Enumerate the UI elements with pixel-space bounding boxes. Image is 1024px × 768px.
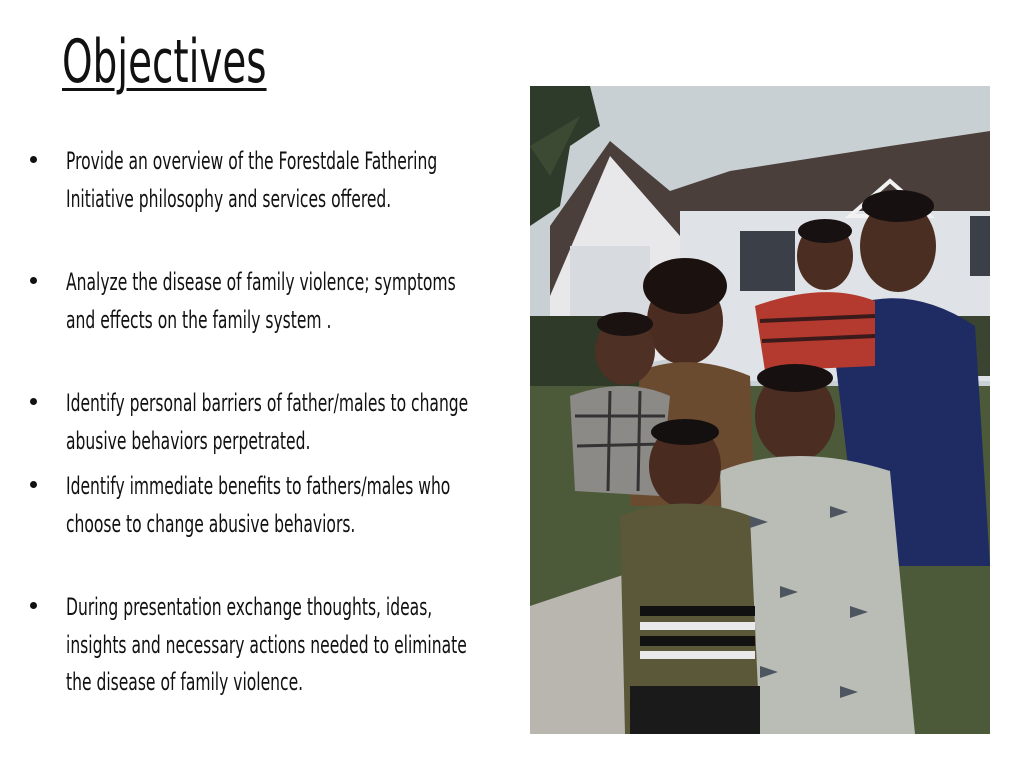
list-item — [30, 264, 505, 377]
bullet-text: Analyze the disease of family violence; symptoms and effects on the family system . — [66, 268, 456, 334]
slide-title: Objectives — [62, 27, 267, 97]
bullet-text: Identify personal barriers of father/males to change abusive behaviors perpetrated. — [66, 389, 469, 455]
family-photo-image — [530, 86, 990, 734]
bullet-text: Identify immediate benefits to fathers/males who choose to change abusive behaviors. — [66, 472, 451, 538]
objectives-list — [30, 143, 505, 710]
list-item — [30, 143, 505, 256]
list-item — [30, 468, 505, 581]
list-item — [30, 589, 505, 702]
bullet-text: During presentation exchange thoughts, ideas, insights and necessary actions needed to eliminate the disease of family violence. — [66, 593, 467, 696]
bullet-dot-icon — [30, 398, 37, 405]
bullet-text: Provide an overview of the Forestdale Fathering Initiative philosophy and services offered. — [66, 147, 438, 213]
bullet-dot-icon — [30, 481, 37, 488]
bullet-dot-icon — [30, 277, 37, 284]
family-photo — [530, 86, 990, 734]
list-item — [30, 385, 505, 460]
bullet-dot-icon — [30, 156, 37, 163]
bullet-dot-icon — [30, 602, 37, 609]
